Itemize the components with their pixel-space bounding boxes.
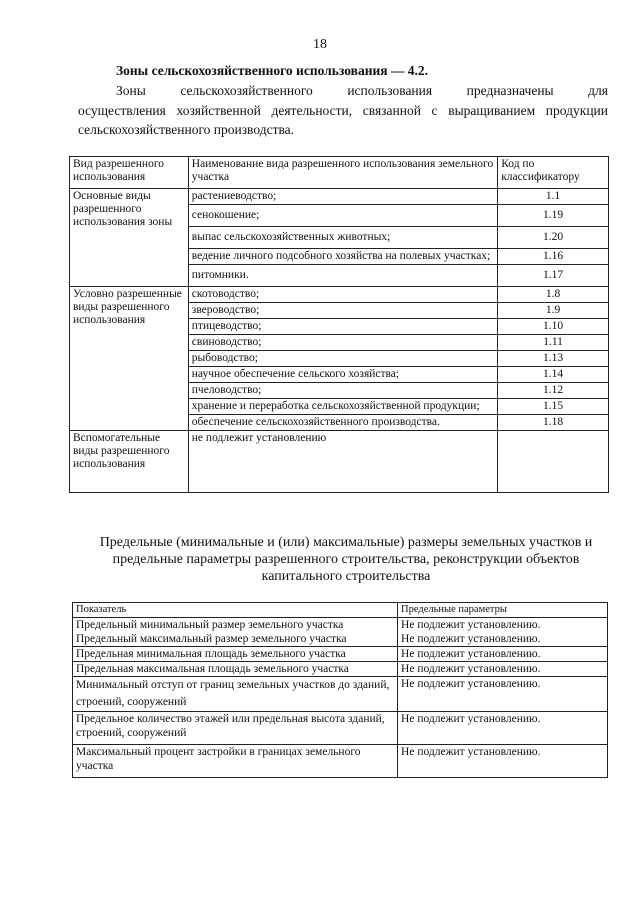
column-header: Код по классификатору <box>498 157 609 189</box>
use-name-cell: ведение личного подсобного хозяйства на полевых участках; <box>188 249 497 265</box>
use-name-cell: свиноводство; <box>188 335 497 351</box>
table-row <box>73 647 608 662</box>
indicator-cell: Предельная максимальная площадь земельного участка <box>73 662 398 677</box>
table-row <box>70 431 609 493</box>
use-name-cell: не подлежит установлению <box>188 431 497 493</box>
use-name-cell: сенокошение; <box>188 205 497 227</box>
indicator-text: Предельный минимальный размер земельного участка <box>76 619 344 631</box>
limits-table <box>72 602 608 778</box>
use-code-cell: 1.14 <box>498 367 609 383</box>
table-row <box>73 662 608 677</box>
use-code-cell: 1.16 <box>498 249 609 265</box>
value-cell: Не подлежит установлению. <box>398 677 608 712</box>
value-cell <box>398 618 608 647</box>
intro-line-1: Зоны сельскохозяйственного использования предназначены для <box>116 83 608 98</box>
table-row <box>73 745 608 778</box>
use-name-cell: растениеводство; <box>188 189 497 205</box>
use-code-cell <box>498 431 609 493</box>
value-text: Не подлежит установлению. <box>401 633 541 645</box>
value-text: Не подлежит установлению. <box>401 619 541 631</box>
use-name-cell: скотоводство; <box>188 287 497 303</box>
use-name-cell: научное обеспечение сельского хозяйства; <box>188 367 497 383</box>
use-name-cell: птицеводство; <box>188 319 497 335</box>
use-code-cell: 1.8 <box>498 287 609 303</box>
column-header: Предельные параметры <box>398 603 608 618</box>
value-cell: Не подлежит установлению. <box>398 745 608 778</box>
use-code-cell: 1.17 <box>498 265 609 287</box>
table-row <box>73 712 608 745</box>
group-type-cell: Вспомогательные виды разрешенного использования <box>70 431 189 493</box>
group-type-cell: Условно разрешенные виды разрешенного использования <box>70 287 189 431</box>
use-code-cell: 1.12 <box>498 383 609 399</box>
use-code-cell: 1.13 <box>498 351 609 367</box>
column-header: Наименование вида разрешенного использования земельного участка <box>188 157 497 189</box>
use-name-cell: звероводство; <box>188 303 497 319</box>
use-code-cell: 1.18 <box>498 415 609 431</box>
use-name-cell: рыбоводство; <box>188 351 497 367</box>
column-header: Показатель <box>73 603 398 618</box>
indicator-cell: Максимальный процент застройки в границах земельного участка <box>73 745 398 778</box>
use-code-cell: 1.9 <box>498 303 609 319</box>
table-row <box>73 618 608 647</box>
use-code-cell: 1.19 <box>498 205 609 227</box>
use-name-cell: питомники. <box>188 265 497 287</box>
use-name-cell: обеспечение сельскохозяйственного производства. <box>188 415 497 431</box>
permitted-uses-table <box>69 156 609 493</box>
table-header-row <box>70 157 609 189</box>
page-number: 18 <box>313 37 327 52</box>
indicator-text: Предельный максимальный размер земельного участка <box>76 633 347 645</box>
use-name-cell: выпас сельскохозяйственных животных; <box>188 227 497 249</box>
value-cell: Не подлежит установлению. <box>398 647 608 662</box>
limits-title: Предельные (минимальные и (или) максимальные) размеры земельных участков и предельные параметры разрешенного строительства, реконструкции объектов капитального строительства <box>99 535 593 584</box>
intro-rest: осуществления хозяйственной деятельности, связанной с выращиванием продукции сельскохозяйственного производства. <box>78 102 608 137</box>
table-row <box>70 189 609 205</box>
value-cell: Не подлежит установлению. <box>398 712 608 745</box>
indicator-cell <box>73 618 398 647</box>
table-header-row <box>73 603 608 618</box>
use-code-cell: 1.15 <box>498 399 609 415</box>
intro-paragraph <box>78 81 608 140</box>
table-row <box>73 677 608 712</box>
indicator-cell: Предельная минимальная площадь земельного участка <box>73 647 398 662</box>
use-code-cell: 1.20 <box>498 227 609 249</box>
use-code-cell: 1.10 <box>498 319 609 335</box>
indicator-cell: Предельное количество этажей или предельная высота зданий, строений, сооружений <box>73 712 398 745</box>
use-name-cell: пчеловодство; <box>188 383 497 399</box>
column-header: Вид разрешенного использования <box>70 157 189 189</box>
table-row <box>70 287 609 303</box>
group-type-cell: Основные виды разрешенного использования зоны <box>70 189 189 287</box>
use-code-cell: 1.11 <box>498 335 609 351</box>
section-heading: Зоны сельскохозяйственного использования — 4.2. <box>116 63 429 78</box>
indicator-cell: Минимальный отступ от границ земельных участков до зданий, строений, сооружений <box>73 677 398 712</box>
use-name-cell: хранение и переработка сельскохозяйственной продукции; <box>188 399 497 415</box>
use-code-cell: 1.1 <box>498 189 609 205</box>
value-cell: Не подлежит установлению. <box>398 662 608 677</box>
